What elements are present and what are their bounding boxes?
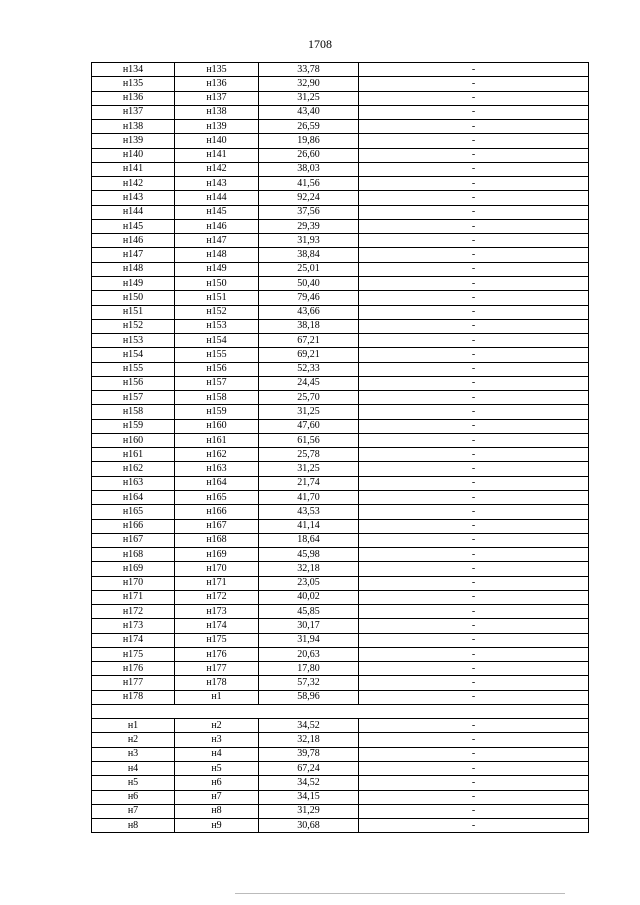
distance-cell: 25,70 [259, 391, 359, 405]
point-from-cell: н170 [92, 576, 175, 590]
point-from-cell: н5 [92, 776, 175, 790]
point-from-cell: н6 [92, 790, 175, 804]
point-to-cell: н153 [175, 319, 259, 333]
distance-cell: 92,24 [259, 191, 359, 205]
table-row [92, 776, 589, 790]
point-to-cell: н151 [175, 291, 259, 305]
point-to-cell: н164 [175, 476, 259, 490]
distance-cell: 43,40 [259, 105, 359, 119]
distance-cell: 43,53 [259, 505, 359, 519]
note-cell: - [359, 733, 589, 747]
table-row [92, 519, 589, 533]
point-to-cell: н7 [175, 790, 259, 804]
note-cell: - [359, 676, 589, 690]
point-from-cell: н169 [92, 562, 175, 576]
table-row [92, 690, 589, 704]
table-row [92, 77, 589, 91]
point-from-cell: н156 [92, 376, 175, 390]
note-cell: - [359, 219, 589, 233]
point-from-cell: н135 [92, 77, 175, 91]
point-from-cell: н178 [92, 690, 175, 704]
point-from-cell: н144 [92, 205, 175, 219]
note-cell: - [359, 747, 589, 761]
distance-cell: 37,56 [259, 205, 359, 219]
table-row [92, 276, 589, 290]
table-row [92, 262, 589, 276]
table-row [92, 662, 589, 676]
distance-cell: 33,78 [259, 63, 359, 77]
distance-cell: 38,18 [259, 319, 359, 333]
point-to-cell: н1 [175, 690, 259, 704]
spacer-cell [92, 704, 589, 718]
note-cell: - [359, 433, 589, 447]
distance-cell: 32,18 [259, 562, 359, 576]
point-from-cell: н171 [92, 590, 175, 604]
table-row [92, 448, 589, 462]
distance-cell: 79,46 [259, 291, 359, 305]
page-number: 1708 [308, 37, 332, 51]
point-to-cell: н157 [175, 376, 259, 390]
table-row [92, 105, 589, 119]
point-to-cell: н172 [175, 590, 259, 604]
note-cell: - [359, 134, 589, 148]
table-row [92, 305, 589, 319]
distance-cell: 47,60 [259, 419, 359, 433]
note-cell: - [359, 405, 589, 419]
table-row [92, 405, 589, 419]
table-row [92, 562, 589, 576]
note-cell: - [359, 519, 589, 533]
note-cell: - [359, 148, 589, 162]
table-row [92, 291, 589, 305]
distance-cell: 25,78 [259, 448, 359, 462]
point-to-cell: н148 [175, 248, 259, 262]
point-from-cell: н148 [92, 262, 175, 276]
note-cell: - [359, 662, 589, 676]
distance-cell: 18,64 [259, 533, 359, 547]
distance-cell: 61,56 [259, 433, 359, 447]
note-cell: - [359, 77, 589, 91]
point-to-cell: н176 [175, 647, 259, 661]
distance-cell: 19,86 [259, 134, 359, 148]
table-row [92, 162, 589, 176]
distance-cell: 45,85 [259, 605, 359, 619]
note-cell: - [359, 790, 589, 804]
point-from-cell: н147 [92, 248, 175, 262]
note-cell: - [359, 776, 589, 790]
point-from-cell: н141 [92, 162, 175, 176]
note-cell: - [359, 120, 589, 134]
point-to-cell: н144 [175, 191, 259, 205]
point-to-cell: н174 [175, 619, 259, 633]
table-row [92, 790, 589, 804]
table-row [92, 590, 589, 604]
point-to-cell: н168 [175, 533, 259, 547]
table-row [92, 747, 589, 761]
point-to-cell: н141 [175, 148, 259, 162]
table-row [92, 676, 589, 690]
table-row [92, 376, 589, 390]
boundary-points-table [91, 62, 589, 833]
note-cell: - [359, 276, 589, 290]
point-to-cell: н154 [175, 334, 259, 348]
distance-cell: 31,25 [259, 462, 359, 476]
distance-cell: 52,33 [259, 362, 359, 376]
point-from-cell: н173 [92, 619, 175, 633]
point-from-cell: н143 [92, 191, 175, 205]
table-row [92, 419, 589, 433]
point-from-cell: н154 [92, 348, 175, 362]
table-row [92, 762, 589, 776]
table-row [92, 619, 589, 633]
point-from-cell: н137 [92, 105, 175, 119]
point-to-cell: н150 [175, 276, 259, 290]
distance-cell: 34,15 [259, 790, 359, 804]
distance-cell: 31,25 [259, 405, 359, 419]
table-row [92, 533, 589, 547]
note-cell: - [359, 590, 589, 604]
point-from-cell: н136 [92, 91, 175, 105]
point-to-cell: н165 [175, 490, 259, 504]
table-row [92, 120, 589, 134]
distance-cell: 39,78 [259, 747, 359, 761]
table-row [92, 391, 589, 405]
point-from-cell: н158 [92, 405, 175, 419]
point-to-cell: н152 [175, 305, 259, 319]
point-to-cell: н169 [175, 548, 259, 562]
point-to-cell: н140 [175, 134, 259, 148]
table-row [92, 63, 589, 77]
distance-cell: 40,02 [259, 590, 359, 604]
point-to-cell: н156 [175, 362, 259, 376]
point-to-cell: н6 [175, 776, 259, 790]
point-to-cell: н171 [175, 576, 259, 590]
distance-cell: 34,52 [259, 719, 359, 733]
point-from-cell: н134 [92, 63, 175, 77]
note-cell: - [359, 719, 589, 733]
note-cell: - [359, 633, 589, 647]
point-to-cell: н166 [175, 505, 259, 519]
table-row [92, 205, 589, 219]
distance-cell: 41,56 [259, 177, 359, 191]
distance-cell: 45,98 [259, 548, 359, 562]
point-from-cell: н172 [92, 605, 175, 619]
note-cell: - [359, 248, 589, 262]
point-to-cell: н155 [175, 348, 259, 362]
point-to-cell: н149 [175, 262, 259, 276]
note-cell: - [359, 690, 589, 704]
point-from-cell: н167 [92, 533, 175, 547]
distance-cell: 23,05 [259, 576, 359, 590]
table-row [92, 319, 589, 333]
table-row [92, 248, 589, 262]
distance-cell: 67,24 [259, 762, 359, 776]
point-to-cell: н139 [175, 120, 259, 134]
point-from-cell: н155 [92, 362, 175, 376]
distance-cell: 31,29 [259, 804, 359, 818]
point-from-cell: н149 [92, 276, 175, 290]
point-from-cell: н8 [92, 819, 175, 833]
table-row [92, 234, 589, 248]
point-to-cell: н135 [175, 63, 259, 77]
point-from-cell: н163 [92, 476, 175, 490]
table-row [92, 348, 589, 362]
note-cell: - [359, 419, 589, 433]
point-from-cell: н174 [92, 633, 175, 647]
note-cell: - [359, 576, 589, 590]
point-to-cell: н146 [175, 219, 259, 233]
distance-cell: 17,80 [259, 662, 359, 676]
point-to-cell: н173 [175, 605, 259, 619]
table-row [92, 633, 589, 647]
point-from-cell: н150 [92, 291, 175, 305]
note-cell: - [359, 162, 589, 176]
note-cell: - [359, 533, 589, 547]
note-cell: - [359, 762, 589, 776]
point-to-cell: н147 [175, 234, 259, 248]
point-from-cell: н151 [92, 305, 175, 319]
distance-cell: 30,17 [259, 619, 359, 633]
point-from-cell: н7 [92, 804, 175, 818]
point-from-cell: н160 [92, 433, 175, 447]
table-row [92, 647, 589, 661]
note-cell: - [359, 191, 589, 205]
point-from-cell: н164 [92, 490, 175, 504]
note-cell: - [359, 562, 589, 576]
point-from-cell: н152 [92, 319, 175, 333]
distance-cell: 41,14 [259, 519, 359, 533]
table-row [92, 334, 589, 348]
note-cell: - [359, 548, 589, 562]
note-cell: - [359, 234, 589, 248]
table-row [92, 148, 589, 162]
table-row [92, 362, 589, 376]
point-to-cell: н142 [175, 162, 259, 176]
point-to-cell: н5 [175, 762, 259, 776]
point-from-cell: н142 [92, 177, 175, 191]
table-row [92, 733, 589, 747]
distance-cell: 25,01 [259, 262, 359, 276]
point-to-cell: н158 [175, 391, 259, 405]
table-row [92, 490, 589, 504]
point-from-cell: н157 [92, 391, 175, 405]
point-to-cell: н162 [175, 448, 259, 462]
distance-cell: 32,18 [259, 733, 359, 747]
table-row [92, 605, 589, 619]
point-to-cell: н8 [175, 804, 259, 818]
point-from-cell: н159 [92, 419, 175, 433]
point-to-cell: н178 [175, 676, 259, 690]
bottom-rule [235, 893, 565, 894]
distance-cell: 38,84 [259, 248, 359, 262]
table-row [92, 134, 589, 148]
distance-cell: 38,03 [259, 162, 359, 176]
point-from-cell: н138 [92, 120, 175, 134]
table-row [92, 476, 589, 490]
point-to-cell: н137 [175, 91, 259, 105]
point-from-cell: н162 [92, 462, 175, 476]
table-row [92, 548, 589, 562]
point-from-cell: н146 [92, 234, 175, 248]
point-to-cell: н161 [175, 433, 259, 447]
table-row [92, 433, 589, 447]
note-cell: - [359, 362, 589, 376]
note-cell: - [359, 376, 589, 390]
distance-cell: 30,68 [259, 819, 359, 833]
point-to-cell: н2 [175, 719, 259, 733]
point-from-cell: н145 [92, 219, 175, 233]
point-from-cell: н2 [92, 733, 175, 747]
point-to-cell: н167 [175, 519, 259, 533]
point-to-cell: н163 [175, 462, 259, 476]
point-from-cell: н1 [92, 719, 175, 733]
note-cell: - [359, 619, 589, 633]
note-cell: - [359, 490, 589, 504]
point-to-cell: н145 [175, 205, 259, 219]
table-row [92, 719, 589, 733]
point-to-cell: н4 [175, 747, 259, 761]
point-from-cell: н177 [92, 676, 175, 690]
note-cell: - [359, 334, 589, 348]
note-cell: - [359, 205, 589, 219]
table-row [92, 177, 589, 191]
note-cell: - [359, 91, 589, 105]
note-cell: - [359, 804, 589, 818]
point-from-cell: н4 [92, 762, 175, 776]
point-from-cell: н3 [92, 747, 175, 761]
distance-cell: 20,63 [259, 647, 359, 661]
note-cell: - [359, 63, 589, 77]
note-cell: - [359, 348, 589, 362]
distance-cell: 29,39 [259, 219, 359, 233]
note-cell: - [359, 177, 589, 191]
table-row [92, 505, 589, 519]
note-cell: - [359, 305, 589, 319]
distance-cell: 21,74 [259, 476, 359, 490]
point-from-cell: н175 [92, 647, 175, 661]
distance-cell: 34,52 [259, 776, 359, 790]
distance-cell: 31,94 [259, 633, 359, 647]
distance-cell: 69,21 [259, 348, 359, 362]
distance-cell: 32,90 [259, 77, 359, 91]
distance-cell: 41,70 [259, 490, 359, 504]
note-cell: - [359, 476, 589, 490]
note-cell: - [359, 262, 589, 276]
distance-cell: 26,59 [259, 120, 359, 134]
note-cell: - [359, 605, 589, 619]
point-to-cell: н143 [175, 177, 259, 191]
table-row [92, 191, 589, 205]
distance-cell: 67,21 [259, 334, 359, 348]
distance-cell: 58,96 [259, 690, 359, 704]
note-cell: - [359, 291, 589, 305]
point-to-cell: н3 [175, 733, 259, 747]
point-to-cell: н160 [175, 419, 259, 433]
distance-cell: 31,25 [259, 91, 359, 105]
distance-cell: 50,40 [259, 276, 359, 290]
section-spacer-row [92, 704, 589, 718]
point-from-cell: н166 [92, 519, 175, 533]
point-from-cell: н176 [92, 662, 175, 676]
point-from-cell: н153 [92, 334, 175, 348]
point-to-cell: н175 [175, 633, 259, 647]
point-to-cell: н159 [175, 405, 259, 419]
note-cell: - [359, 505, 589, 519]
distance-cell: 43,66 [259, 305, 359, 319]
distance-cell: 24,45 [259, 376, 359, 390]
table-row [92, 462, 589, 476]
table-row [92, 91, 589, 105]
table-body [92, 63, 589, 833]
point-to-cell: н170 [175, 562, 259, 576]
note-cell: - [359, 391, 589, 405]
point-to-cell: н138 [175, 105, 259, 119]
point-from-cell: н165 [92, 505, 175, 519]
note-cell: - [359, 448, 589, 462]
table-row [92, 804, 589, 818]
note-cell: - [359, 462, 589, 476]
point-from-cell: н139 [92, 134, 175, 148]
point-from-cell: н161 [92, 448, 175, 462]
point-from-cell: н140 [92, 148, 175, 162]
note-cell: - [359, 319, 589, 333]
distance-cell: 31,93 [259, 234, 359, 248]
table-row [92, 819, 589, 833]
note-cell: - [359, 819, 589, 833]
note-cell: - [359, 647, 589, 661]
distance-cell: 26,60 [259, 148, 359, 162]
note-cell: - [359, 105, 589, 119]
table-row [92, 219, 589, 233]
point-to-cell: н9 [175, 819, 259, 833]
point-to-cell: н177 [175, 662, 259, 676]
point-from-cell: н168 [92, 548, 175, 562]
distance-cell: 57,32 [259, 676, 359, 690]
point-to-cell: н136 [175, 77, 259, 91]
table-row [92, 576, 589, 590]
